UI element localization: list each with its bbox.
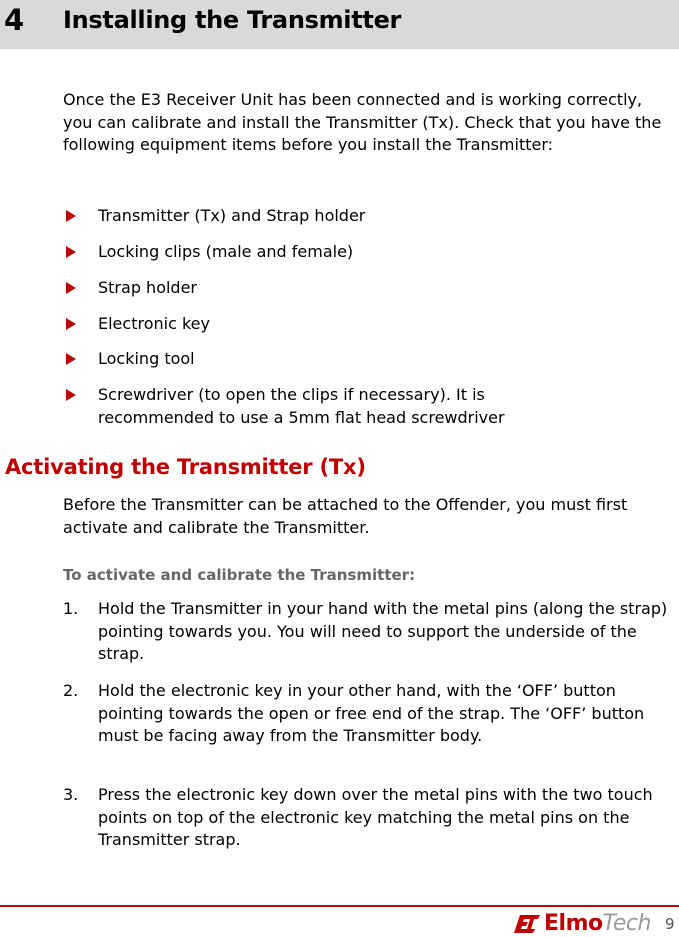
list-item: Locking clips (male and female)	[66, 241, 666, 264]
logo-text-elmo: Elmo	[544, 911, 603, 936]
step-number: 1.	[63, 599, 79, 618]
list-item: Screwdriver (to open the clips if necessary). It is recommended to use a 5mm flat head screwdriver	[66, 384, 586, 429]
procedure-step	[63, 598, 679, 666]
bullet-arrow-icon	[66, 246, 76, 258]
list-item: Strap holder	[66, 277, 666, 300]
step-number: 3.	[63, 785, 79, 804]
footer-divider	[0, 905, 679, 907]
section-heading: Activating the Transmitter (Tx)	[5, 455, 366, 479]
chapter-title: Installing the Transmitter	[63, 6, 402, 34]
bullet-arrow-icon	[66, 318, 76, 330]
bullet-arrow-icon	[66, 282, 76, 294]
bullet-arrow-icon	[66, 389, 76, 401]
list-item: Electronic key	[66, 313, 666, 336]
bullet-arrow-icon	[66, 210, 76, 222]
logo-mark-icon	[514, 912, 544, 936]
list-item: Locking tool	[66, 348, 666, 371]
chapter-header	[0, 0, 679, 49]
step-text: Hold the Transmitter in your hand with the metal pins (along the strap) pointing towards you. You will need to support the underside of the strap.	[98, 599, 668, 663]
step-number: 2.	[63, 681, 79, 700]
chapter-number: 4	[4, 3, 25, 37]
step-text: Hold the electronic key in your other hand, with the ‘OFF’ button pointing towards the open or free end of the strap. The ‘OFF’ button must be facing away from the Transmitter body.	[98, 681, 645, 745]
logo-text-tech: Tech	[602, 911, 651, 936]
bullet-arrow-icon	[66, 353, 76, 365]
procedure-heading: To activate and calibrate the Transmitter:	[63, 566, 416, 584]
elmotech-logo	[514, 911, 651, 937]
procedure-step	[63, 784, 663, 852]
section-paragraph: Before the Transmitter can be attached to the Offender, you must first activate and calibrate the Transmitter.	[63, 495, 628, 537]
step-text: Press the electronic key down over the metal pins with the two touch points on top of the electronic key matching the metal pins on the Transmitter strap.	[98, 785, 653, 849]
list-item: Transmitter (Tx) and Strap holder	[66, 205, 666, 228]
intro-paragraph: Once the E3 Receiver Unit has been connected and is working correctly, you can calibrate and install the Transmitter (Tx). Check that you have the following equipment items before you install the Transmitter:	[63, 90, 662, 154]
procedure-step	[63, 680, 663, 748]
page-number: 9	[665, 915, 675, 933]
